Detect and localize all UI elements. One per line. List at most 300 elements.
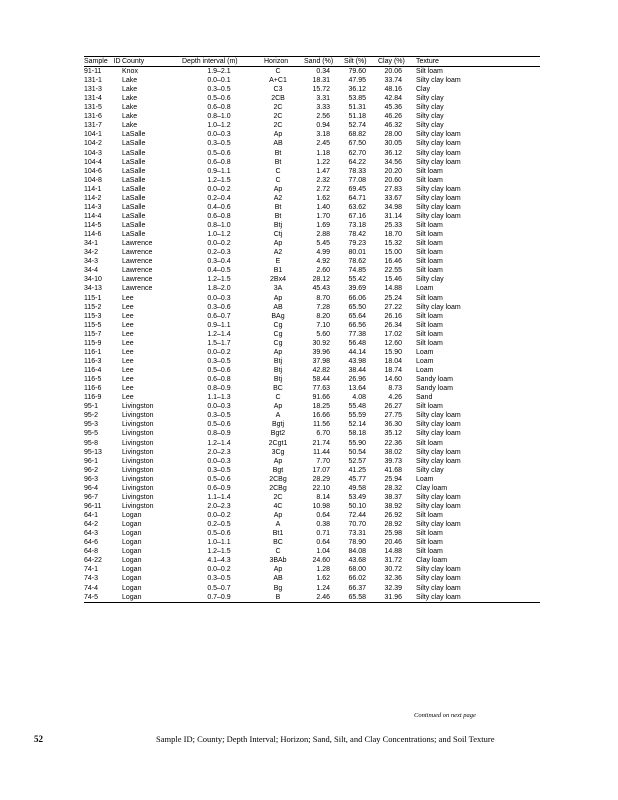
cell-sand: 28.29 <box>312 475 330 483</box>
cell-depth: 0.3–0.5 <box>207 357 231 365</box>
cell-sand: 58.44 <box>312 376 330 384</box>
cell-texture: Silt loam <box>416 330 443 338</box>
cell-texture: Clay loam <box>416 557 448 565</box>
cell-depth: 0.5–0.6 <box>207 95 231 103</box>
cell-silt: 55.90 <box>348 439 366 447</box>
cell-silt: 4.08 <box>352 394 366 402</box>
cell-depth: 0.3–0.5 <box>207 140 231 148</box>
cell-sand: 30.92 <box>312 339 330 347</box>
cell-texture: Silty clay loam <box>416 77 461 85</box>
cell-texture: Silt loam <box>416 321 443 329</box>
cell-sand: 0.64 <box>316 512 330 520</box>
table-row <box>84 194 540 203</box>
cell-sample: 74-1 <box>84 566 99 574</box>
cell-county: Logan <box>122 521 142 529</box>
cell-county: Logan <box>122 530 142 538</box>
cell-silt: 68.82 <box>348 131 366 139</box>
cell-horizon: 2Cgt1 <box>268 439 288 447</box>
cell-clay: 14.88 <box>384 548 402 556</box>
cell-horizon: Cg <box>273 321 283 329</box>
cell-texture: Silty clay loam <box>416 584 461 592</box>
cell-texture: Silty clay loam <box>416 203 461 211</box>
cell-sand: 10.98 <box>312 502 330 510</box>
cell-silt: 45.77 <box>348 475 366 483</box>
cell-clay: 25.94 <box>384 475 402 483</box>
table-body <box>84 67 540 603</box>
cell-depth: 1.1–1.3 <box>207 394 231 402</box>
cell-horizon: 2CB <box>271 95 285 103</box>
cell-texture: Silty clay <box>416 113 444 121</box>
cell-sand: 1.62 <box>316 194 330 202</box>
cell-horizon: 4C <box>273 502 283 510</box>
cell-depth: 1.9–2.1 <box>207 68 231 75</box>
cell-silt: 66.56 <box>348 321 366 329</box>
cell-sample: 131-5 <box>84 104 102 112</box>
cell-sand: 5.45 <box>316 240 330 248</box>
cell-silt: 52.74 <box>348 122 366 130</box>
cell-depth: 0.3–0.4 <box>207 258 231 266</box>
table-row <box>84 420 540 429</box>
cell-silt: 52.57 <box>348 457 366 465</box>
cell-depth: 0.5–0.6 <box>207 421 231 429</box>
cell-sand: 6.70 <box>316 430 330 438</box>
cell-horizon: Bg <box>273 584 283 592</box>
cell-depth: 0.0–0.3 <box>207 457 231 465</box>
cell-silt: 51.18 <box>348 113 366 121</box>
cell-horizon: 2C <box>273 122 283 130</box>
cell-depth: 1.5–1.7 <box>207 339 231 347</box>
cell-silt: 70.70 <box>348 521 366 529</box>
cell-depth: 0.3–0.5 <box>207 412 231 420</box>
cell-sample: 74-3 <box>84 575 99 583</box>
cell-silt: 43.68 <box>348 557 366 565</box>
cell-sand: 77.63 <box>312 385 330 393</box>
cell-depth: 0.0–0.2 <box>207 566 231 574</box>
cell-texture: Silty clay <box>416 466 444 474</box>
cell-sample: 95-2 <box>84 412 99 420</box>
cell-sand: 1.24 <box>316 584 330 592</box>
cell-county: Logan <box>122 557 142 565</box>
cell-depth: 0.0–0.3 <box>207 131 231 139</box>
cell-silt: 53.49 <box>348 493 366 501</box>
cell-horizon: Ap <box>273 131 283 139</box>
cell-sand: 1.47 <box>316 167 330 175</box>
cell-clay: 36.30 <box>384 421 402 429</box>
cell-sand: 5.60 <box>316 330 330 338</box>
cell-horizon: 2C <box>273 104 283 112</box>
table-row <box>84 448 540 457</box>
cell-silt: 63.62 <box>348 203 366 211</box>
cell-county: Lee <box>122 348 134 356</box>
cell-texture: Silt loam <box>416 403 443 411</box>
cell-sample: 116-6 <box>84 385 102 393</box>
table-row <box>84 257 540 266</box>
cell-sand: 11.44 <box>313 448 330 456</box>
cell-sample: 95-13 <box>84 448 102 456</box>
cell-sample: 96-11 <box>84 502 102 510</box>
cell-texture: Silt loam <box>416 294 443 302</box>
cell-clay: 33.67 <box>384 194 402 202</box>
cell-sand: 4.92 <box>316 258 330 266</box>
cell-clay: 28.92 <box>384 521 402 529</box>
cell-silt: 72.44 <box>348 512 366 520</box>
cell-texture: Silt loam <box>416 339 443 347</box>
table-row <box>84 484 540 493</box>
cell-sand: 2.60 <box>316 267 330 275</box>
cell-sand: 1.28 <box>316 566 330 574</box>
cell-sample: 64-6 <box>84 539 99 547</box>
cell-sand: 91.66 <box>312 394 330 402</box>
cell-depth: 1.8–2.0 <box>207 285 231 293</box>
table-row <box>84 203 540 212</box>
cell-county: Lawrence <box>122 267 153 275</box>
cell-depth: 1.2–1.5 <box>207 276 231 284</box>
table-row <box>84 76 540 85</box>
cell-texture: Silty clay loam <box>416 185 461 193</box>
cell-silt: 78.90 <box>348 539 366 547</box>
cell-horizon: Cg <box>273 339 283 347</box>
cell-texture: Silty clay loam <box>416 194 461 202</box>
cell-silt: 84.08 <box>348 548 366 556</box>
cell-silt: 65.58 <box>348 593 366 601</box>
cell-depth: 0.0–0.1 <box>207 77 231 85</box>
soil-data-table <box>84 56 540 603</box>
cell-county: LaSalle <box>122 212 146 220</box>
table-row <box>84 475 540 484</box>
cell-depth: 2.0–2.3 <box>207 448 231 456</box>
cell-depth: 0.9–1.1 <box>207 167 231 175</box>
cell-texture: Silty clay loam <box>416 521 461 529</box>
cell-sample: 116-4 <box>84 367 102 375</box>
cell-county: Livingston <box>122 466 154 474</box>
cell-silt: 58.18 <box>348 430 366 438</box>
cell-depth: 1.2–1.4 <box>207 439 231 447</box>
cell-silt: 13.64 <box>348 385 366 393</box>
cell-horizon: C <box>275 176 281 184</box>
header-texture: Texture <box>416 58 439 65</box>
table-caption: Sample ID; County; Depth Interval; Horizon; Sand, Silt, and Clay Concentrations; and Soil Texture <box>156 734 495 744</box>
cell-texture: Silty clay loam <box>416 140 461 148</box>
cell-county: Livingston <box>122 484 154 492</box>
cell-horizon: Ap <box>273 294 283 302</box>
cell-sand: 7.28 <box>316 303 330 311</box>
cell-silt: 69.45 <box>348 185 366 193</box>
cell-clay: 35.12 <box>384 430 402 438</box>
cell-county: Lawrence <box>122 285 153 293</box>
cell-depth: 0.2–0.5 <box>207 521 231 529</box>
cell-sand: 37.98 <box>312 357 330 365</box>
cell-sand: 2.72 <box>316 185 330 193</box>
cell-clay: 15.00 <box>384 249 402 257</box>
cell-silt: 56.48 <box>348 339 366 347</box>
cell-county: Lawrence <box>122 258 153 266</box>
cell-horizon: Btj <box>273 376 283 384</box>
cell-sand: 0.71 <box>316 530 330 538</box>
cell-horizon: Ap <box>273 348 283 356</box>
table-row <box>84 375 540 384</box>
table-row <box>84 556 540 565</box>
cell-texture: Loam <box>416 357 434 365</box>
table-row <box>84 303 540 312</box>
cell-clay: 32.36 <box>384 575 402 583</box>
cell-sand: 1.40 <box>316 203 330 211</box>
table-row <box>84 266 540 275</box>
header-silt: Silt (%) <box>344 58 367 65</box>
cell-county: Lawrence <box>122 240 153 248</box>
cell-clay: 20.06 <box>384 68 402 75</box>
cell-sample: 114-5 <box>84 222 102 230</box>
cell-sand: 18.25 <box>312 403 330 411</box>
header-sample-id: Sample ID <box>84 58 121 65</box>
cell-silt: 73.31 <box>348 530 366 538</box>
cell-texture: Loam <box>416 348 434 356</box>
cell-horizon: 2Bx4 <box>270 276 286 284</box>
cell-sand: 3.31 <box>316 95 330 103</box>
cell-texture: Silt loam <box>416 222 443 230</box>
table-row <box>84 176 540 185</box>
cell-depth: 1.1–1.4 <box>207 493 231 501</box>
cell-sample: 116-3 <box>84 357 102 365</box>
cell-county: Lee <box>122 339 134 347</box>
cell-depth: 0.8–1.0 <box>207 113 231 121</box>
cell-silt: 44.14 <box>348 348 366 356</box>
cell-clay: 22.36 <box>384 439 402 447</box>
cell-depth: 0.0–0.2 <box>207 240 231 248</box>
table-row <box>84 384 540 393</box>
cell-texture: Silty clay loam <box>416 421 461 429</box>
cell-texture: Silty clay loam <box>416 430 461 438</box>
cell-horizon: AB <box>273 575 283 583</box>
cell-clay: 15.90 <box>384 348 402 356</box>
cell-county: Lake <box>122 113 138 121</box>
cell-silt: 55.48 <box>348 403 366 411</box>
cell-county: Lee <box>122 394 134 402</box>
cell-county: LaSalle <box>122 222 146 230</box>
cell-sample: 115-2 <box>84 303 102 311</box>
table-row <box>84 565 540 574</box>
cell-horizon: C <box>275 394 281 402</box>
cell-sample: 64-1 <box>84 512 99 520</box>
cell-depth: 0.6–0.9 <box>207 484 231 492</box>
cell-silt: 79.23 <box>348 240 366 248</box>
cell-clay: 34.98 <box>384 203 402 211</box>
cell-texture: Silt loam <box>416 68 443 75</box>
cell-depth: 0.9–1.1 <box>207 321 231 329</box>
cell-horizon: 3BAb <box>269 557 287 565</box>
cell-horizon: Btj <box>273 222 283 230</box>
cell-sand: 1.70 <box>316 212 330 220</box>
cell-silt: 51.31 <box>348 104 366 112</box>
cell-depth: 0.5–0.6 <box>207 367 231 375</box>
cell-sand: 24.60 <box>312 557 330 565</box>
cell-county: Logan <box>122 548 142 556</box>
cell-sand: 0.38 <box>316 521 330 529</box>
table-row <box>84 94 540 103</box>
cell-sand: 0.34 <box>316 68 330 75</box>
cell-county: Livingston <box>122 430 154 438</box>
cell-texture: Silty clay loam <box>416 575 461 583</box>
cell-sample: 95-5 <box>84 430 99 438</box>
cell-texture: Sandy loam <box>416 385 453 393</box>
cell-clay: 20.46 <box>384 539 402 547</box>
cell-depth: 0.6–0.8 <box>207 212 231 220</box>
cell-depth: 0.3–0.5 <box>207 466 231 474</box>
cell-texture: Silt loam <box>416 512 443 520</box>
cell-silt: 67.16 <box>348 212 366 220</box>
header-depth: Depth interval (m) <box>182 58 238 65</box>
cell-depth: 0.0–0.2 <box>207 185 231 193</box>
cell-county: Lawrence <box>122 249 153 257</box>
cell-clay: 33.74 <box>384 77 402 85</box>
table-row <box>84 158 540 167</box>
cell-sand: 3.33 <box>316 104 330 112</box>
cell-depth: 0.5–0.7 <box>207 584 231 592</box>
cell-sample: 64-2 <box>84 521 99 529</box>
table-row <box>84 221 540 230</box>
cell-sand: 1.04 <box>316 548 330 556</box>
cell-clay: 12.60 <box>384 339 402 347</box>
table-row <box>84 130 540 139</box>
cell-sample: 114-3 <box>84 203 102 211</box>
table-row <box>84 520 540 529</box>
cell-depth: 0.0–0.2 <box>207 512 231 520</box>
cell-silt: 38.44 <box>348 367 366 375</box>
cell-texture: Silty clay loam <box>416 593 461 601</box>
cell-horizon: BC <box>273 385 283 393</box>
cell-horizon: Ap <box>273 457 283 465</box>
cell-sand: 2.45 <box>316 140 330 148</box>
cell-county: Livingston <box>122 475 154 483</box>
cell-silt: 36.12 <box>348 86 366 94</box>
cell-texture: Silty clay loam <box>416 149 461 157</box>
cell-texture: Sand <box>416 394 433 402</box>
soil-data-table-container <box>84 56 540 603</box>
cell-depth: 0.6–0.8 <box>207 158 231 166</box>
cell-sample: 115-3 <box>84 312 102 320</box>
cell-horizon: BAg <box>271 312 285 320</box>
cell-clay: 22.55 <box>384 267 402 275</box>
cell-silt: 50.54 <box>348 448 366 456</box>
cell-sample: 104-6 <box>84 167 102 175</box>
cell-horizon: 2C <box>273 493 283 501</box>
cell-sample: 64-22 <box>84 557 102 565</box>
cell-silt: 67.50 <box>348 140 366 148</box>
cell-county: Lake <box>122 77 138 85</box>
cell-clay: 48.16 <box>384 86 402 94</box>
cell-silt: 78.42 <box>348 231 366 239</box>
cell-horizon: Bt1 <box>272 530 284 538</box>
table-row <box>84 321 540 330</box>
cell-sample: 95-3 <box>84 421 99 429</box>
cell-silt: 78.62 <box>348 258 366 266</box>
cell-sand: 1.22 <box>316 158 330 166</box>
cell-horizon: Ap <box>273 185 283 193</box>
table-row <box>84 584 540 593</box>
cell-sample: 96-3 <box>84 475 99 483</box>
cell-clay: 45.36 <box>384 104 402 112</box>
cell-horizon: AB <box>273 140 283 148</box>
cell-county: Logan <box>122 539 142 547</box>
cell-sand: 8.70 <box>316 294 330 302</box>
header-horizon: Horizon <box>264 58 289 65</box>
cell-horizon: Bgtj <box>271 421 285 429</box>
cell-sample: 116-9 <box>84 394 102 402</box>
cell-silt: 43.98 <box>348 357 366 365</box>
cell-county: LaSalle <box>122 140 146 148</box>
cell-horizon: Ap <box>273 566 283 574</box>
cell-clay: 39.73 <box>384 457 402 465</box>
table-row <box>84 457 540 466</box>
cell-county: LaSalle <box>122 131 146 139</box>
cell-county: Livingston <box>122 412 154 420</box>
cell-horizon: 2CBg <box>269 484 287 492</box>
cell-texture: Silty clay <box>416 122 444 130</box>
cell-horizon: 3A <box>273 285 283 293</box>
cell-silt: 50.10 <box>348 502 366 510</box>
cell-depth: 0.0–0.3 <box>207 294 231 302</box>
cell-sample: 131-1 <box>84 77 102 85</box>
cell-county: Logan <box>122 512 142 520</box>
table-row <box>84 212 540 221</box>
cell-texture: Loam <box>416 367 434 375</box>
cell-silt: 26.96 <box>348 376 366 384</box>
cell-silt: 55.42 <box>348 276 366 284</box>
cell-depth: 1.0–1.2 <box>207 231 231 239</box>
cell-county: Logan <box>122 593 142 601</box>
cell-horizon: B <box>275 593 281 601</box>
cell-clay: 38.02 <box>384 448 402 456</box>
cell-clay: 18.70 <box>384 231 402 239</box>
cell-clay: 31.96 <box>384 593 402 601</box>
cell-county: LaSalle <box>122 167 146 175</box>
cell-silt: 73.18 <box>348 222 366 230</box>
cell-horizon: Bgt2 <box>270 430 286 438</box>
cell-clay: 30.72 <box>384 566 402 574</box>
cell-sand: 15.72 <box>312 86 330 94</box>
cell-horizon: A <box>275 412 281 420</box>
cell-silt: 68.00 <box>348 566 366 574</box>
cell-depth: 0.2–0.3 <box>207 249 231 257</box>
cell-depth: 0.6–0.7 <box>207 312 231 320</box>
cell-horizon: C <box>275 548 281 556</box>
table-row <box>84 230 540 239</box>
cell-county: Knox <box>122 68 138 75</box>
cell-silt: 74.85 <box>348 267 366 275</box>
cell-clay: 26.27 <box>384 403 402 411</box>
cell-texture: Silty clay loam <box>416 212 461 220</box>
cell-depth: 0.7–0.9 <box>207 593 231 601</box>
cell-sand: 17.07 <box>312 466 330 474</box>
cell-county: LaSalle <box>122 149 146 157</box>
cell-sample: 96-4 <box>84 484 99 492</box>
cell-county: Lee <box>122 321 134 329</box>
cell-sample: 95-8 <box>84 439 99 447</box>
cell-county: LaSalle <box>122 158 146 166</box>
table-row <box>84 330 540 339</box>
table-header-row <box>84 57 540 67</box>
cell-depth: 0.6–0.8 <box>207 376 231 384</box>
cell-silt: 49.58 <box>348 484 366 492</box>
cell-county: Lee <box>122 367 134 375</box>
cell-clay: 38.92 <box>384 502 402 510</box>
cell-silt: 64.22 <box>348 158 366 166</box>
cell-depth: 0.0–0.2 <box>207 348 231 356</box>
cell-texture: Silty clay <box>416 104 444 112</box>
cell-sand: 0.94 <box>316 122 330 130</box>
table-row <box>84 511 540 520</box>
cell-clay: 28.00 <box>384 131 402 139</box>
cell-clay: 18.04 <box>384 357 402 365</box>
